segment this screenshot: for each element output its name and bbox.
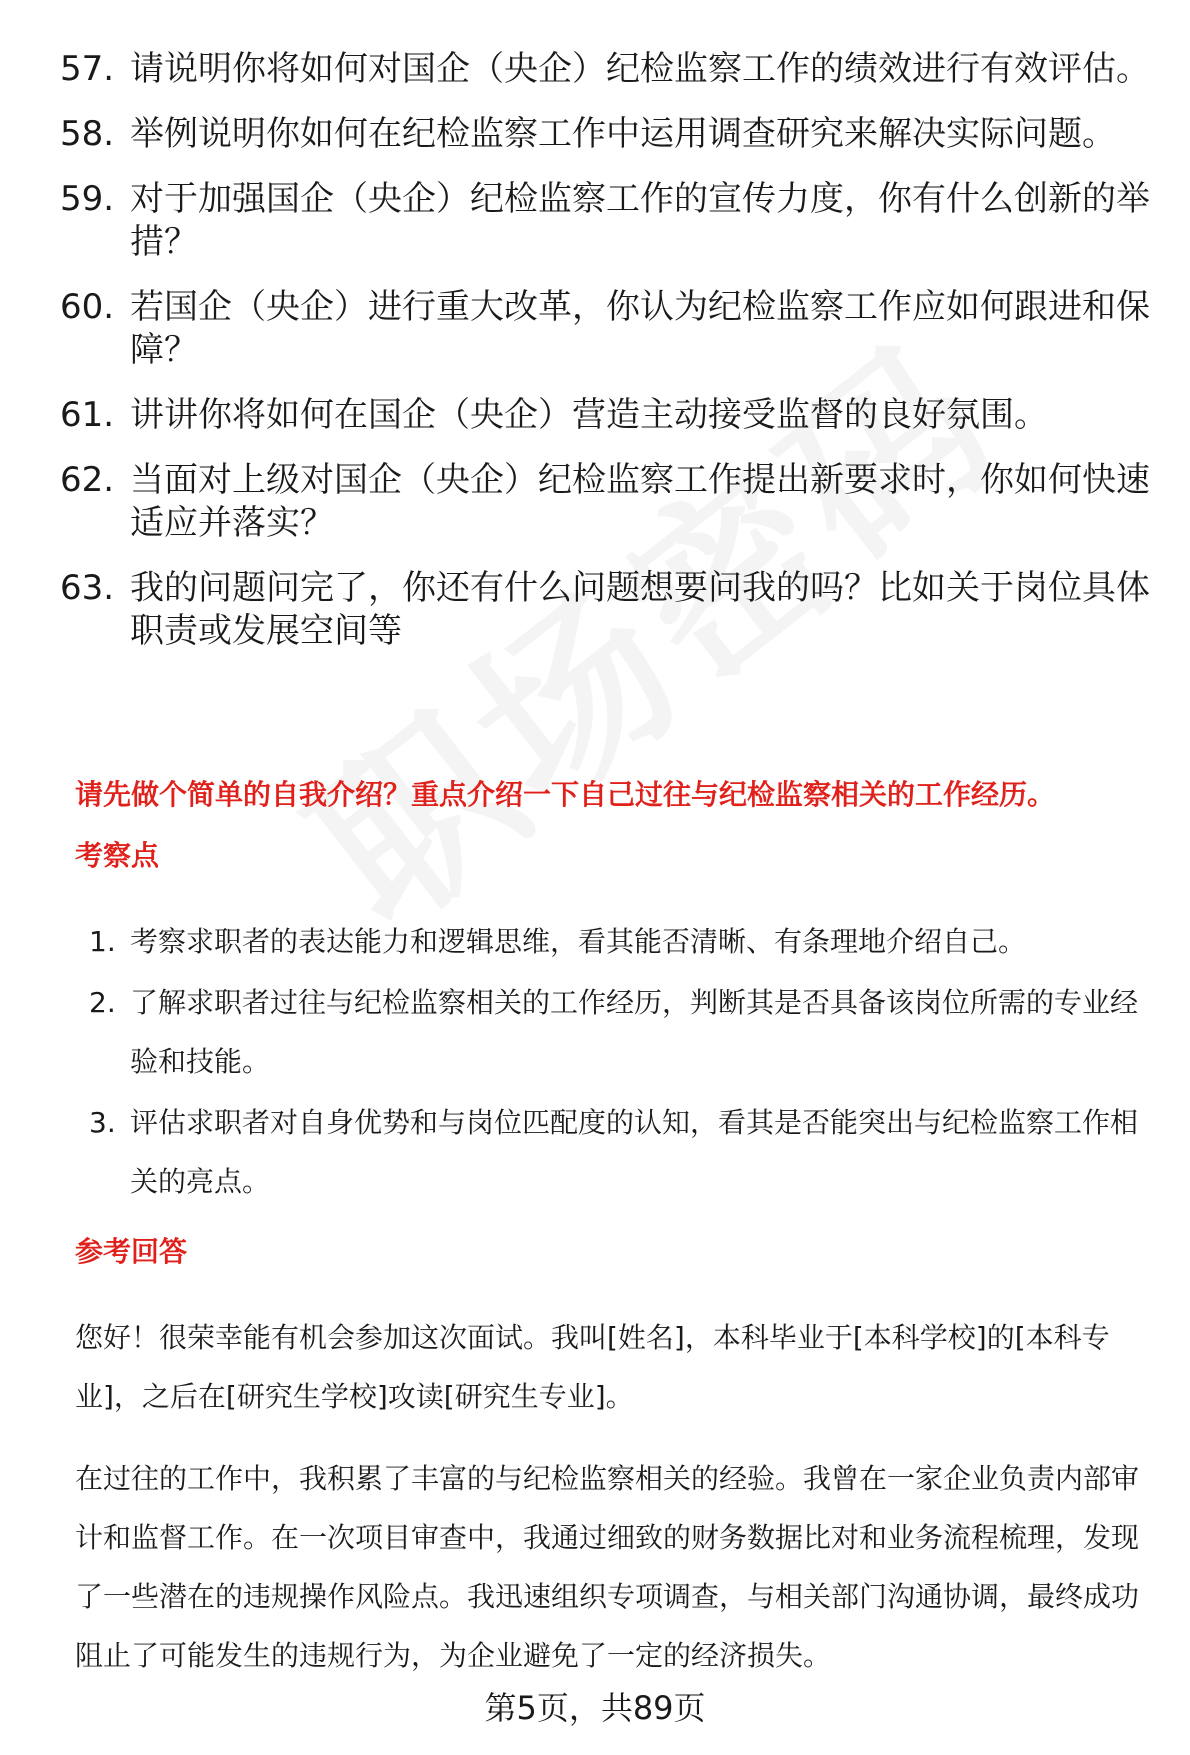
question-item [60,178,1150,264]
question-number: 59. [60,179,115,219]
answer-paragraph: 您好！很荣幸能有机会参加这次面试。我叫[姓名]，本科毕业于[本科学校]的[本科专业]，之后在[研究生学校]攻读[研究生专业]。 [75,1321,1110,1413]
question-text: 若国企（央企）进行重大改革，你认为纪检监察工作应如何跟进和保障？ [130,287,1150,370]
point-text: 考察求职者的表达能力和逻辑思维，看其能否清晰、有条理地介绍自己。 [130,925,1027,958]
question-text: 举例说明你如何在纪检监察工作中运用调查研究来解决实际问题。 [130,114,1116,154]
point-text: 评估求职者对自身优势和与岗位匹配度的认知，看其是否能突出与纪检监察工作相关的亮点。 [130,1106,1139,1198]
answer-paragraph: 在过往的工作中，我积累了丰富的与纪检监察相关的经验。我曾在一家企业负责内部审计和监督工作。在一次项目审查中，我通过细致的财务数据比对和业务流程梳理，发现了一些潜在的违规操作风险点。我迅速组织专项调查，与相关部门沟通协调，最终成功阻止了可能发生的违规行为，为企业避免了一定的经济损失。 [75,1462,1140,1672]
page-number: 第5页，共89页 [484,1689,706,1727]
assessment-label: 考察点 [75,839,160,872]
question-number: 63. [60,568,115,608]
featured-question-title: 请先做个简单的自我介绍？重点介绍一下自己过往与纪检监察相关的工作经历。 [75,778,1056,811]
question-text: 对于加强国企（央企）纪检监察工作的宣传力度，你有什么创新的举措？ [130,179,1150,262]
question-number: 60. [60,287,115,327]
assessment-point [75,1093,1155,1211]
question-number: 62. [60,460,115,500]
question-number: 58. [60,114,115,154]
question-item [60,286,1150,372]
point-number: 2. [89,986,116,1019]
question-text: 当面对上级对国企（央企）纪检监察工作提出新要求时，你如何快速适应并落实？ [130,460,1150,543]
question-item [60,459,1150,545]
point-text: 了解求职者过往与纪检监察相关的工作经历，判断其是否具备该岗位所需的专业经验和技能。 [130,986,1139,1078]
assessment-points [75,912,1155,1213]
question-number: 61. [60,395,115,435]
question-number: 57. [60,49,115,89]
assessment-point [75,973,1155,1091]
question-text: 我的问题问完了，你还有什么问题想要问我的吗？比如关于岗位具体职责或发展空间等 [130,568,1150,651]
assessment-point [75,912,1155,971]
question-text: 请说明你将如何对国企（央企）纪检监察工作的绩效进行有效评估。 [130,49,1150,89]
question-item [60,567,1150,653]
question-list [60,48,1150,675]
question-item [60,48,1150,91]
point-number: 1. [89,925,116,958]
question-item [60,394,1150,437]
question-item [60,113,1150,156]
question-text: 讲讲你将如何在国企（央企）营造主动接受监督的良好氛围。 [130,395,1048,435]
point-number: 3. [89,1106,116,1139]
answer-label: 参考回答 [75,1235,188,1268]
